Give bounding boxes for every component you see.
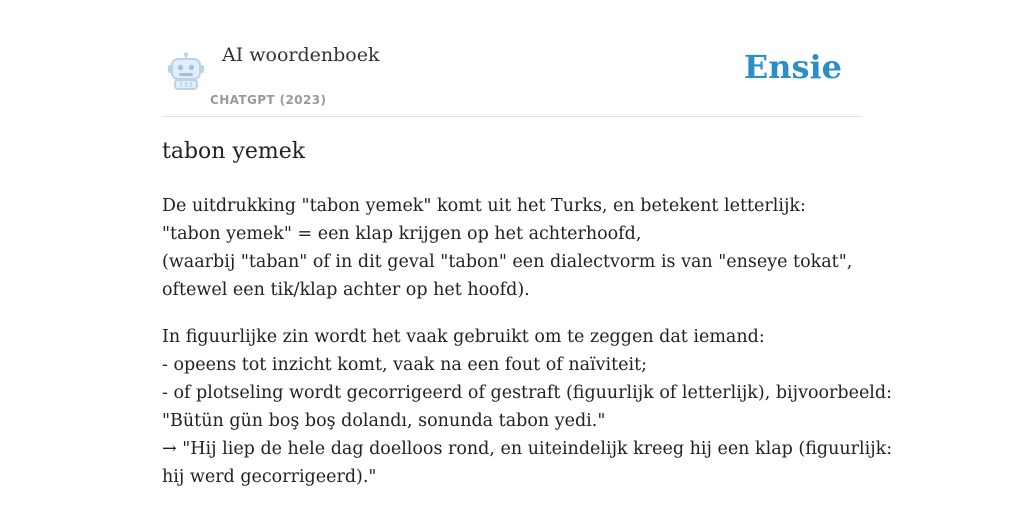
definition-line: → "Hij liep de hele dag doelloos rond, en uiteindelijk kreeg hij een klap (figuurlijk: [162, 439, 893, 459]
definition-line: hij werd gecorrigeerd)." [162, 467, 377, 487]
entry-header [162, 0, 862, 117]
definition-line: - opeens tot inzicht komt, vaak na een fout of naïviteit; [162, 355, 648, 375]
definition-line: (waarbij "taban" of in dit geval "tabon" een dialectvorm is van "enseye tokat", [162, 252, 853, 272]
source-subtitle: CHATGPT (2023) [210, 93, 327, 107]
definition-line: - of plotseling wordt gecorrigeerd of gestraft (figuurlijk of letterlijk), bijvoorbeeld: [162, 383, 893, 403]
robot-icon [166, 52, 206, 90]
entry-term: tabon yemek [162, 139, 306, 164]
definition-line: oftewel een tik/klap achter op het hoofd). [162, 280, 530, 300]
definition-line: "tabon yemek" = een klap krijgen op het achterhoofd, [162, 224, 642, 244]
definition-paragraph [162, 323, 893, 491]
definition-paragraph [162, 192, 882, 304]
definition-line: In figuurlijke zin wordt het vaak gebruikt om te zeggen dat iemand: [162, 327, 765, 347]
source-title: AI woordenboek [222, 44, 380, 66]
entry-page [162, 0, 893, 512]
definition-line: De uitdrukking "tabon yemek" komt uit het Turks, en betekent letterlijk: [162, 196, 806, 216]
ensie-logo-link[interactable]: Ensie [743, 48, 842, 86]
definition-line: "Bütün gün boş boş dolandı, sonunda tabon yedi." [162, 411, 606, 431]
